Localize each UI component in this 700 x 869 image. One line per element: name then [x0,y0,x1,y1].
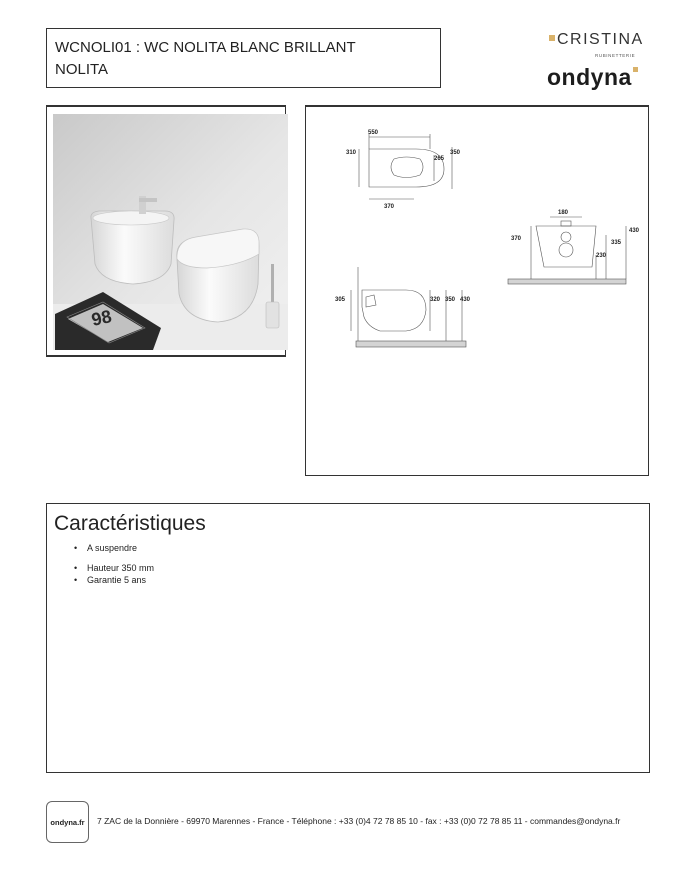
product-title-box [46,28,441,88]
cristina-subtitle: RUBINETTERIE [595,53,636,58]
footer-address: 7 ZAC de la Donnière - 69970 Marennes - France - Téléphone : +33 (0)4 72 78 85 10 - fax : +33 (0)0 72 78 85 11 - commandes@ondyna.fr [97,816,621,826]
product-title: WCNOLI01 : WC NOLITA BLANC BRILLANT [55,39,356,56]
dim-side-left: 305 [335,297,346,303]
ondyna-square-icon [633,67,638,72]
side-view-drawing [351,267,466,347]
dim-length: 550 [368,130,379,136]
wall-hung-toilet [177,229,259,322]
brand-logos [535,28,655,92]
list-item: • Garantie 5 ans [74,574,642,586]
top-view-drawing [359,134,452,199]
dim-inner: 265 [434,156,445,162]
dim-front-top: 180 [558,210,569,216]
dim-side-h3: 430 [460,297,471,303]
dim-front-height: 370 [511,236,522,242]
footer-logo: ondyna.fr [46,801,89,843]
dim-side-h1: 320 [430,297,441,303]
front-view-drawing [508,217,626,284]
product-range: NOLITA [55,61,109,78]
characteristics-box [46,503,650,773]
product-photo-frame [46,105,286,357]
dim-side-h2: 350 [445,297,456,303]
list-item: • A suspendre [74,542,642,554]
dim-front-total: 430 [629,228,640,234]
product-photo [53,114,288,350]
ondyna-logo: ondyna [547,64,638,91]
dim-width-right: 350 [450,150,461,156]
dim-rear: 370 [384,204,395,210]
cristina-square-icon [549,35,555,41]
technical-drawing-frame [305,105,649,476]
dim-width-left: 310 [346,150,357,156]
dim-front-mid: 335 [611,240,622,246]
cristina-logo: CRISTINA [549,31,644,49]
characteristics-title: Caractéristiques [54,512,206,535]
dim-front-low: 230 [596,253,607,259]
list-item: • Hauteur 350 mm [74,562,642,574]
characteristics-list [74,542,642,586]
technical-drawing [306,107,650,478]
svg-text:98: 98 [89,306,114,330]
